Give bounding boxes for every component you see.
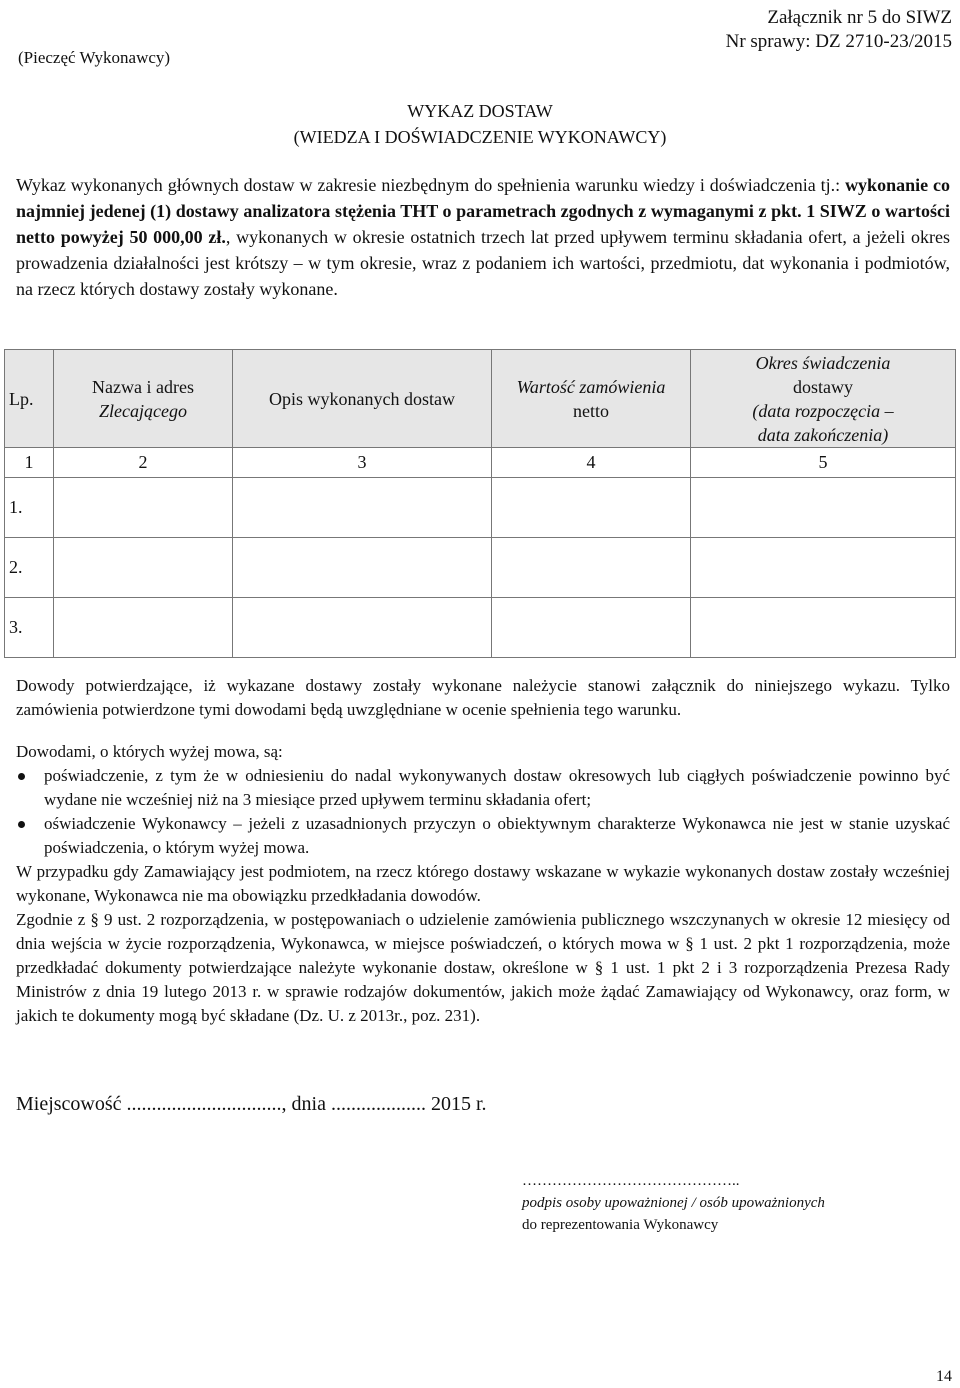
evidence-list — [16, 764, 950, 860]
list-item-text: oświadczenie Wykonawcy – jeżeli z uzasadnionych przyczyn o obiektywnym charakterze Wykonawca nie jest w stanie uzyskać poświadczenia, o którym wyżej mowa. — [44, 814, 950, 857]
table-row — [5, 538, 956, 598]
intro-paragraph — [16, 172, 950, 302]
header-period-line-3: (data rozpoczęcia – — [752, 400, 894, 421]
header-client-line-1: Nazwa i adres — [92, 376, 194, 397]
header-lp: Lp. — [5, 350, 54, 448]
description-cell[interactable] — [233, 538, 492, 598]
list-item-text: poświadczenie, z tym że w odniesieniu do nadal wykonywanych dostaw okresowych lub ciągłych poświadczenie powinno być wydane nie wcześniej niż na 3 miesiące przed upływem terminu składania ofert; — [44, 766, 950, 809]
table-row — [5, 478, 956, 538]
table-header-row — [5, 350, 956, 448]
title-line-2: (WIEDZA I DOŚWIADCZENIE WYKONAWCY) — [293, 127, 667, 147]
row-number: 3. — [5, 598, 54, 658]
header-period-line-1: Okres świadczenia — [755, 352, 891, 373]
document-title — [0, 98, 960, 150]
signature-caption-2: do reprezentowania Wykonawcy — [522, 1217, 719, 1233]
header-period — [691, 350, 956, 448]
period-cell[interactable] — [691, 598, 956, 658]
client-cell[interactable] — [54, 478, 233, 538]
ordering-party-paragraph: W przypadku gdy Zamawiający jest podmiotem, na rzecz którego dostawy wskazane w wykazie wykonanych dostaw zostały wcześniej wykonane, Wykonawca nie ma obowiązku przedkładania dowodów. — [16, 862, 950, 905]
evidence-list-intro: Dowodami, o których wyżej mowa, są: — [16, 742, 283, 761]
row-number: 2. — [5, 538, 54, 598]
document-header — [726, 6, 952, 54]
signature-dots: …………………………………….. — [522, 1173, 740, 1189]
header-period-line-2: dostawy — [793, 376, 853, 397]
column-number: 3 — [233, 448, 492, 478]
description-cell[interactable] — [233, 478, 492, 538]
regulation-paragraph: Zgodnie z § 9 ust. 2 rozporządzenia, w postępowaniach o udzielenie zamówienia publicznego wszczynanych w okresie 12 miesięcy od dnia wejścia w życie rozporządzenia, Wykonawca, w miejsce poświadczeń, o których mowa w § 1 ust. 2 pkt 1 rozporządzenia, może przedkładać dokumenty potwierdzające należyte wykonanie dostaw, określone w § 1 ust. 1 pkt 2 i 3 rozporządzenia Prezesa Rady Ministrów z dnia 19 lutego 2013 r. w sprawie rodzajów dokumentów, jakich może żądać Zamawiający od Wykonawcy, oraz form, w jakich te dokumenty mogą być składane (Dz. U. z 2013r., poz. 231). — [16, 910, 950, 1025]
header-period-line-4: data zakończenia) — [757, 424, 889, 445]
header-value-line-1: Wartość zamówienia — [516, 376, 666, 397]
intro-requirement: wykonanie co najmniej jedenej (1) dostawy analizatora stężenia THT o parametrach zgodnych z wymaganymi z pkt. 1 SIWZ o wartości netto powyżej 50 000,00 zł. — [16, 175, 950, 247]
list-item — [16, 812, 950, 860]
page-number: 14 — [936, 1368, 952, 1385]
column-number: 2 — [54, 448, 233, 478]
column-number-row — [5, 448, 956, 478]
value-cell[interactable] — [492, 478, 691, 538]
intro-text-2: , wykonanych w okresie ostatnich trzech lat przed upływem terminu składania ofert, a jeżeli okres prowadzenia działalności jest krótszy – w tym okresie, wraz z podaniem ich wartości, przedmiotu, dat wykonania i podmiotów, na rzecz których dostawy zostały wykonane. — [16, 227, 950, 299]
signature-caption: podpis osoby upoważnionej / osób upoważnionych — [522, 1195, 825, 1211]
row-number: 1. — [5, 478, 54, 538]
header-client-line-2: Zlecającego — [99, 400, 187, 421]
period-cell[interactable] — [691, 478, 956, 538]
period-cell[interactable] — [691, 538, 956, 598]
value-cell[interactable] — [492, 538, 691, 598]
value-cell[interactable] — [492, 598, 691, 658]
client-cell[interactable] — [54, 538, 233, 598]
column-number: 5 — [691, 448, 956, 478]
client-cell[interactable] — [54, 598, 233, 658]
header-value — [492, 350, 691, 448]
bullet-icon — [18, 773, 25, 780]
header-value-line-2: netto — [573, 400, 609, 421]
bullet-icon — [18, 821, 25, 828]
contractor-stamp: (Pieczęć Wykonawcy) — [18, 48, 171, 67]
case-number: Nr sprawy: DZ 2710-23/2015 — [725, 31, 952, 52]
column-number: 1 — [5, 448, 54, 478]
evidence-paragraph: Dowody potwierdzające, iż wykazane dostawy zostały wykonane należycie stanowi załącznik do niniejszego wykazu. Tylko zamówienia potwierdzone tymi dowodami będą uwzględniane w ocenie spełnienia tego warunku. — [16, 676, 950, 719]
list-item — [16, 764, 950, 812]
description-cell[interactable] — [233, 598, 492, 658]
title-line-1: WYKAZ DOSTAW — [407, 101, 553, 121]
deliveries-table — [4, 349, 956, 658]
column-number: 4 — [492, 448, 691, 478]
signature-block — [522, 1170, 825, 1236]
header-description: Opis wykonanych dostaw — [233, 350, 492, 448]
place-date-line: Miejscowość ..............................., dnia ................... 2015 r. — [16, 1093, 487, 1115]
intro-text-1: Wykaz wykonanych głównych dostaw w zakresie niezbędnym do spełnienia warunku wiedzy i doświadczenia tj.: — [16, 175, 846, 195]
header-client — [54, 350, 233, 448]
table-row — [5, 598, 956, 658]
annex-label: Załącznik nr 5 do SIWZ — [767, 7, 952, 28]
